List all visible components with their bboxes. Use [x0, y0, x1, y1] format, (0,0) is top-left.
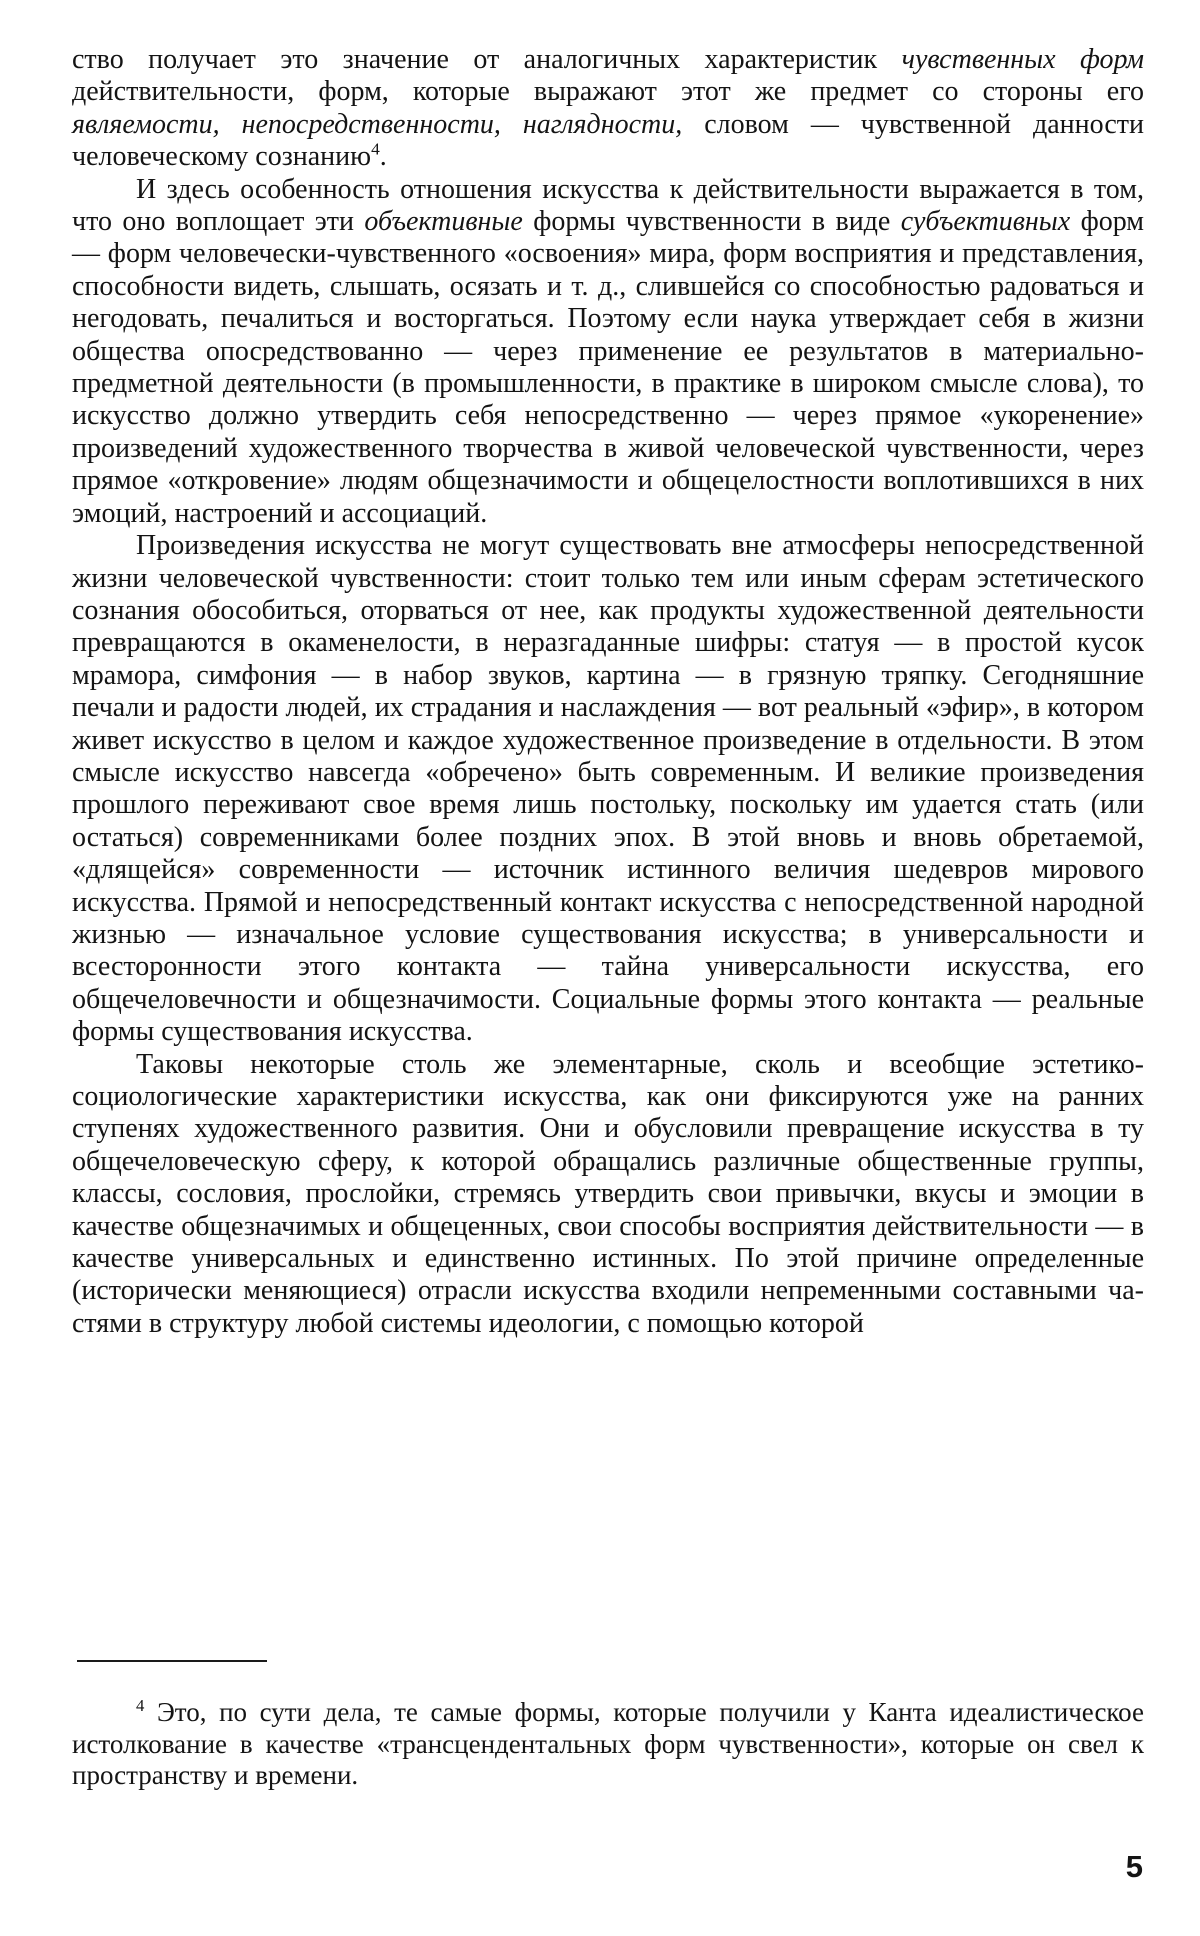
text-run: словом — чувственной данности человеческому сознанию: [72, 108, 1144, 173]
footnote-reference: 4: [371, 139, 380, 159]
footnote-divider: [77, 1660, 267, 1662]
italic-text: объективные: [364, 206, 523, 238]
italic-text: являемости, непосредственности, наглядности,: [72, 108, 683, 140]
text-run: .: [379, 141, 387, 173]
footnote-marker: 4: [136, 1696, 145, 1715]
footnote-text: Это, по сути дела, те самые формы, которые получили у Канта идеалистическое истолкование в качестве «трансцендентальных форм чувственности», которые он свел к пространству и времени.: [72, 1697, 1144, 1790]
text-run: ство получает это значение от аналогичных характеристик: [72, 44, 902, 75]
italic-text: субъективных: [900, 206, 1071, 238]
text-run: действительности, форм, которые выражают этот же предмет со стороны его: [72, 76, 1144, 108]
text-run: форм — форм человечески-чувственного «освоения» мира, форм восприятия и представления, способности видеть, слышать, осязать и т. д., слившейся со способностью радоваться и негодовать, печалиться и восторгаться. Поэтому если наука утверждает себя в жизни общества опосредствованно — через применение ее результатов в материально-предметной деятельности (в промышленности, в практике в широком смысле слова), то искусство должно утвердить себя непосредственно — через прямое «укоренение» произведений художественного творчества в живой человеческой чувственности, через прямое «откровение» людям общезначимости и общецелостности воплотившихся в них эмоций, настроений и ассоциаций.: [72, 206, 1145, 529]
text-run: Таковы некоторые столь же элементарные, сколь и всеобщие эстетико-социологические характеристики искусства, как они фиксируются уже на ранних ступенях художественного развития. Они и обусловили превращение искусства в ту общечеловеческую сферу, к которой обращались различные общественные группы, классы, сословия, прослойки, стремясь утвердить свои привычки, вкусы и эмоции в качестве общезначимых и общеценных, свои способы восприятия действительности — в качестве универсальных и единственно истинных. По этой причине определенные (исторически меняющиеся) отрасли искусства входили непременными составными частями в структуру любой системы идеологии, с помощью которой: [72, 1048, 1144, 1339]
paragraph: [72, 530, 1144, 1049]
main-text: [72, 44, 1144, 1340]
text-run: И здесь особенность отношения искусства к действительности выражается в том, что оно воплощает эти: [72, 173, 1144, 238]
paragraph: [72, 1049, 1144, 1341]
text-run: Произведения искусства не могут существовать вне атмосферы непосредственной жизни человеческой чувственности: стоит только тем или иным сферам эстетического сознания обособиться, оторваться от нее, как продукты художественной деятельности превращаются в окаменелости, в неразгаданные шифры: статуя — в простой кусок мрамора, симфония — в набор звуков, картина — в грязную тряпку. Сегодняшние печали и радости людей, их страдания и наслаждения — вот реальный «эфир», в котором живет искусство в целом и каждое художественное произведение в отдельности. В этом смысле искусство навсегда «обречено» быть современным. И великие произведения прошлого переживают свое время лишь постольку, поскольку им удается стать (или остаться) современниками более поздних эпох. В этой вновь и вновь обретаемой, «длящейся» современности — источник истинного величия шедевров мирового искусства. Прямой и непосредственный контакт искусства с непосредственной народной жизнью — изначальное условие существования искусства; в универсальности и всесторонности этого контакта — тайна универсальности искусства, его общечеловечности и общезначимости. Социальные формы этого контакта — реальные формы существования искусства.: [72, 530, 1144, 1048]
page-number: 5: [1125, 1849, 1143, 1884]
paragraph: [72, 44, 1144, 174]
italic-text: чувственных форм: [901, 44, 1144, 75]
text-run: формы чувственности в виде: [522, 206, 901, 238]
paragraph: [72, 174, 1144, 530]
footnote: [72, 1697, 1144, 1792]
